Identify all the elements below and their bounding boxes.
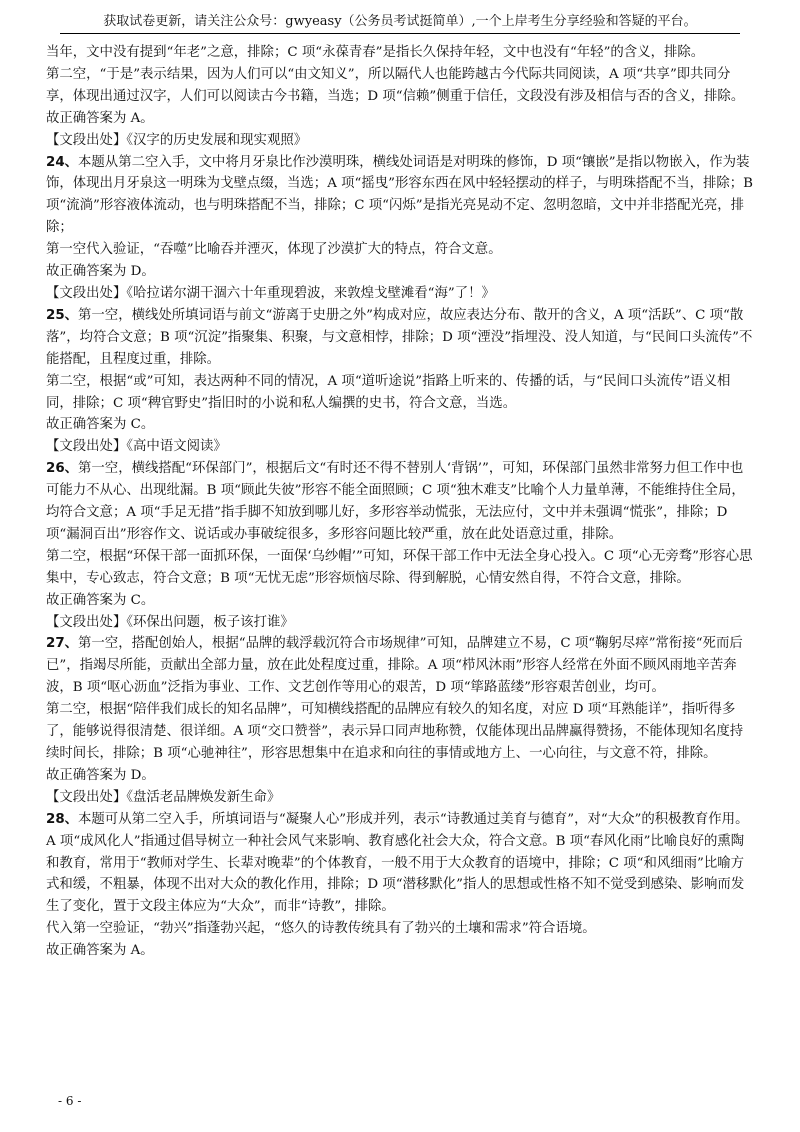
question-text: 第一空，横线处所填词语与前文“游离于史册之外”构成对应，故应表达分布、散开的含义，A 项“活跃”、C 项“散落”，均符合文意；B 项“沉淀”指聚集、积聚，与文意相悖，排除；D 项“湮没”指埋没、没人知道，与“民间口头流传”不能搭配，且程度过重，排除。: [46, 307, 753, 367]
source-line: 【文段出处】《环保出问题，板子该打谁》: [46, 614, 294, 630]
paragraph: 第一空代入验证，“吞噬”比喻吞并湮灭，体现了沙漠扩大的特点，符合文意。: [46, 242, 502, 258]
answer-line: 故正确答案为 D。: [46, 264, 155, 280]
source-line: 【文段出处】《高中语文阅读》: [46, 439, 227, 455]
source-line: 【文段出处】《哈拉诺尔湖干涸六十年重现碧波，来敦煌戈壁滩看“海”了！》: [46, 285, 495, 301]
question-paragraph: [46, 458, 754, 546]
paragraph: 第二空，“于是”表示结果，因为人们可以“由文知义”，所以隔代人也能跨越古今代际共同阅读，A 项“共享”即共同分享，体现出通过汉字，人们可以阅读古今书籍，当选；D 项“信赖”侧重于信任，文段没有涉及相信与否的含义，排除。: [46, 66, 745, 104]
question-number: 26、: [46, 461, 79, 477]
answer-line: 故正确答案为 A。: [46, 943, 154, 959]
question-number: 27、: [46, 636, 79, 652]
question-text: 第一空，搭配创始人，根据“品牌的载浮载沉符合市场规律”可知，品牌建立不易，C 项“鞠躬尽瘁”常衔接“死而后已”，指竭尽所能，贡献出全部力量，放在此处程度过重，排除。A 项“栉风沐雨”形容人经常在外面不顾风雨地辛苦奔波，B 项“呕心沥血”泛指为事业、工作、文艺创作等用心的艰苦，D 项“筚路蓝缕”形容艰苦创业，均可。: [46, 636, 743, 696]
question-number: 24、: [46, 154, 79, 170]
question-text: 本题可从第二空入手，所填词语与“凝聚人心”形成并列，表示“诗教通过美育与德育”，对“大众”的积极教育作用。A 项“成风化人”指通过倡导树立一种社会风气来影响、教育感化社会大众，符合文意。B 项“春风化雨”比喻良好的熏陶和教育，常用于“教师对学生、长辈对晚辈”的个体教育，一般不用于大众教育的语境中，排除；C 项“和风细雨”比喻方式和缓，不粗暴，体现不出对大众的教化作用，排除；D 项“潜移默化”指人的思想或性格不知不觉受到感染、影响而发生了变化，置于文段主体应为“大众”，而非“诗教”，排除。: [46, 811, 749, 915]
paragraph: 第二空，根据“环保干部一面抓环保，一面保‘乌纱帽’”可知，环保干部工作中无法全身心投入。C 项“心无旁骛”形容心思集中，专心致志，符合文意；B 项“无忧无虑”形容烦恼尽除、得到解脱，心情安然自得，不符合文意，排除。: [46, 548, 753, 586]
answer-line: 故正确答案为 C。: [46, 417, 155, 433]
page-number: - 6 -: [58, 1094, 82, 1108]
source-line: 【文段出处】《盘活老品牌焕发新生命》: [46, 789, 281, 805]
paragraph: 代入第一空验证，“勃兴”指蓬勃兴起，“悠久的诗教传统具有了勃兴的土壤和需求”符合语境。: [46, 921, 596, 937]
question-number: 25、: [46, 307, 79, 323]
question-number: 28、: [46, 811, 79, 827]
document-body: [46, 42, 754, 962]
paragraph: 当年，文中没有提到“年老”之意，排除；C 项“永葆青春”是指长久保持年轻，文中也没有“年轻”的含义，排除。: [46, 45, 705, 60]
question-paragraph: [46, 152, 754, 240]
paragraph: 第二空，根据“陪伴我们成长的知名品牌”，可知横线搭配的品牌应有较久的知名度，对应 D 项“耳熟能详”，指听得多了，能够说得很清楚、很详细。A 项“交口赞誉”，表示异口同声地称赞，仅能体现出品牌赢得赞扬，不能体现知名度持续时间长，排除；B 项“心驰神往”，形容思想集中在追求和向往的事情或地方上、一心向往，与文意不符，排除。: [46, 702, 744, 761]
paragraph: 第二空，根据“或”可知，表达两种不同的情况，A 项“道听途说”指路上听来的、传播的话，与“民间口头流传”语义相同，排除；C 项“稗官野史”指旧时的小说和私人编撰的史书，符合文意，当选。: [46, 373, 731, 411]
answer-line: 故正确答案为 D。: [46, 767, 155, 783]
header-rule: [60, 33, 740, 34]
page-header: 获取试卷更新，请关注公众号：gwyeasy（公务员考试挺简单）,一个上岸考生分享经验和答疑的平台。: [103, 14, 697, 29]
question-paragraph: [46, 633, 754, 699]
answer-line: 故正确答案为 A。: [46, 110, 154, 126]
source-line: 【文段出处】《汉字的历史发展和现实观照》: [46, 132, 308, 148]
question-text: 本题从第二空入手，文中将月牙泉比作沙漠明珠，横线处词语是对明珠的修饰，D 项“镶嵌”是指以物嵌入，作为装饰，体现出月牙泉这一明珠为戈壁点缀，当选；A 项“摇曳”形容东西在风中轻轻摆动的样子，与明珠搭配不当，排除；B 项“流淌”形容液体流动，也与明珠搭配不当，排除；C 项“闪烁”是指光亮晃动不定、忽明忽暗，文中并非搭配光亮，排除；: [46, 154, 753, 236]
question-text: 第一空，横线搭配“环保部门”，根据后文“有时还不得不替别人‘背锅’”，可知，环保部门虽然非常努力但工作中也可能力不从心、出现纰漏。B 项“顾此失彼”形容不能全面照顾；C 项“独木难支”比喻个人力量单薄，不能维持住全局，均符合文意；A 项“手足无措”指手脚不知放到哪儿好，多形容举动慌张，无法应付，文中并未强调“慌张”，排除；D 项“漏洞百出”形容作文、说话或办事破绽很多，多形容问题比较严重，放在此处语意过重，排除。: [46, 461, 745, 542]
answer-line: 故正确答案为 C。: [46, 592, 155, 608]
question-paragraph: [46, 305, 754, 371]
question-paragraph: [46, 809, 754, 919]
